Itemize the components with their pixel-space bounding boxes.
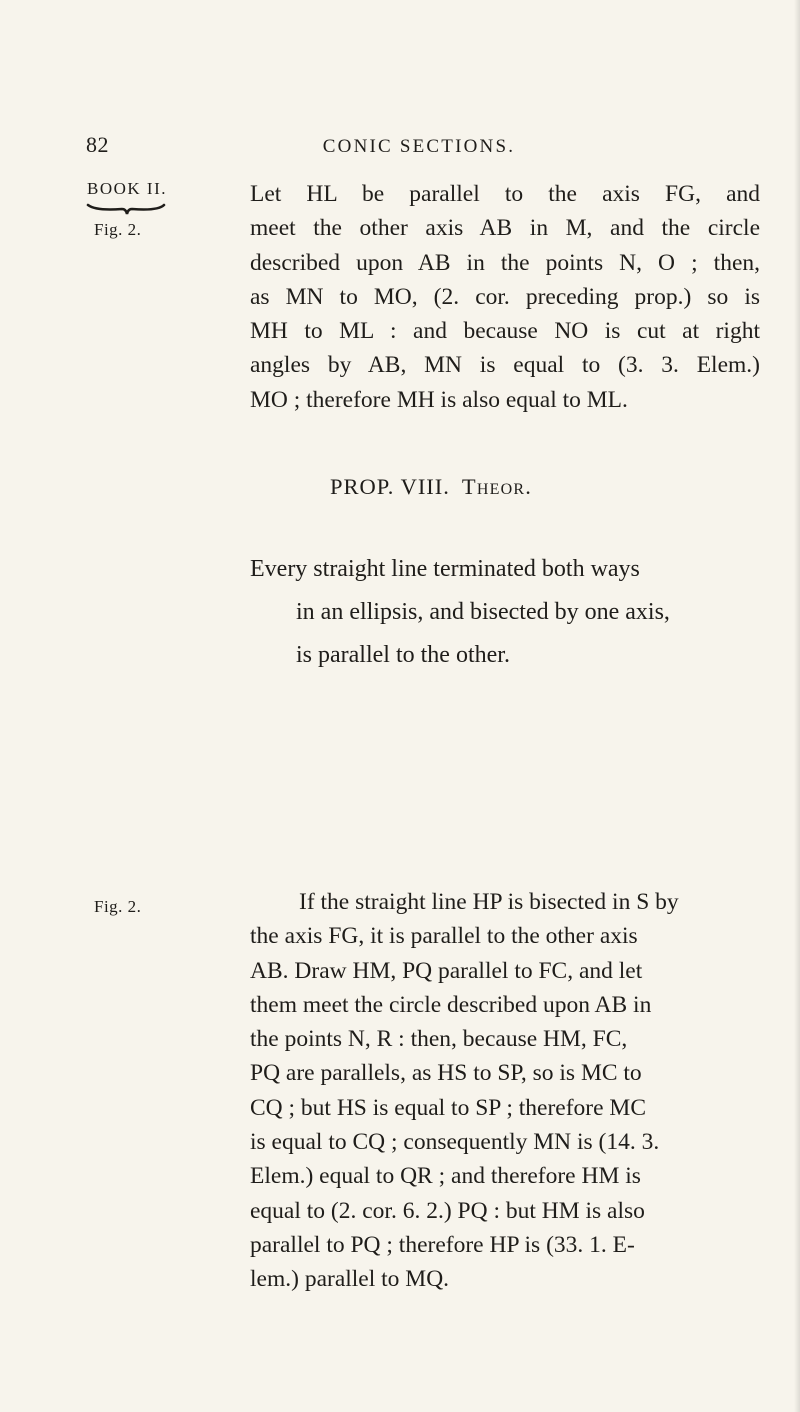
text-line: angles by AB, MN is equal to (3. 3. Elem.) (250, 352, 760, 379)
text-line: equal to (2. cor. 6. 2.) PQ : but HM is also (250, 1197, 645, 1224)
text-line: the axis FG, it is parallel to the other axis (250, 923, 638, 950)
text-line: MO ; therefore MH is also equal to ML. (250, 386, 628, 413)
text-line: meet the other axis AB in M, and the circle (250, 215, 760, 242)
margin-book-label: BOOK II. (87, 179, 167, 198)
text-line: is equal to CQ ; consequently MN is (14. 3. (250, 1129, 660, 1156)
text-line: as MN to MO, (2. cor. preceding prop.) so is (250, 283, 760, 310)
text-line: CQ ; but HS is equal to SP ; therefore MC (250, 1094, 647, 1121)
page-number: 82 (86, 132, 109, 157)
proposition-heading (0, 474, 800, 500)
text-line: in an ellipsis, and bisected by one axis, (296, 599, 670, 625)
text-line: Elem.) equal to QR ; and therefore HM is (250, 1163, 641, 1190)
margin-brace-icon (86, 202, 166, 216)
text-line: PQ are parallels, as HS to SP, so is MC to (250, 1060, 642, 1087)
text-line: the points N, R : then, because HM, FC, (250, 1026, 628, 1053)
page-edge-shadow (794, 0, 800, 1412)
proposition-kind: Theor. (461, 474, 533, 499)
text-line: MH to ML : and because NO is cut at right (250, 318, 760, 345)
paragraph-proof-continuation (250, 177, 760, 417)
text-line: AB. Draw HM, PQ parallel to FC, and let (250, 957, 643, 984)
margin-fig-reference-second: Fig. 2. (94, 897, 142, 916)
text-line: is parallel to the other. (296, 642, 510, 668)
text-line: parallel to PQ ; therefore HP is (33. 1. E- (250, 1231, 635, 1258)
paragraph-proof (250, 885, 762, 1297)
text-line: described upon AB in the points N, O ; then, (250, 249, 760, 276)
text-line: Every straight line terminated both ways (250, 556, 640, 582)
proposition-statement (250, 548, 770, 677)
margin-fig-reference: Fig. 2. (94, 220, 142, 239)
proposition-label: PROP. VIII. (329, 474, 450, 499)
text-line: lem.) parallel to MQ. (250, 1266, 450, 1293)
text-line: Let HL be parallel to the axis FG, and (250, 181, 760, 207)
text-line: them meet the circle described upon AB in (250, 991, 652, 1018)
running-title: CONIC SECTIONS. (322, 136, 516, 157)
text-line: If the straight line HP is bisected in S by (299, 889, 679, 915)
